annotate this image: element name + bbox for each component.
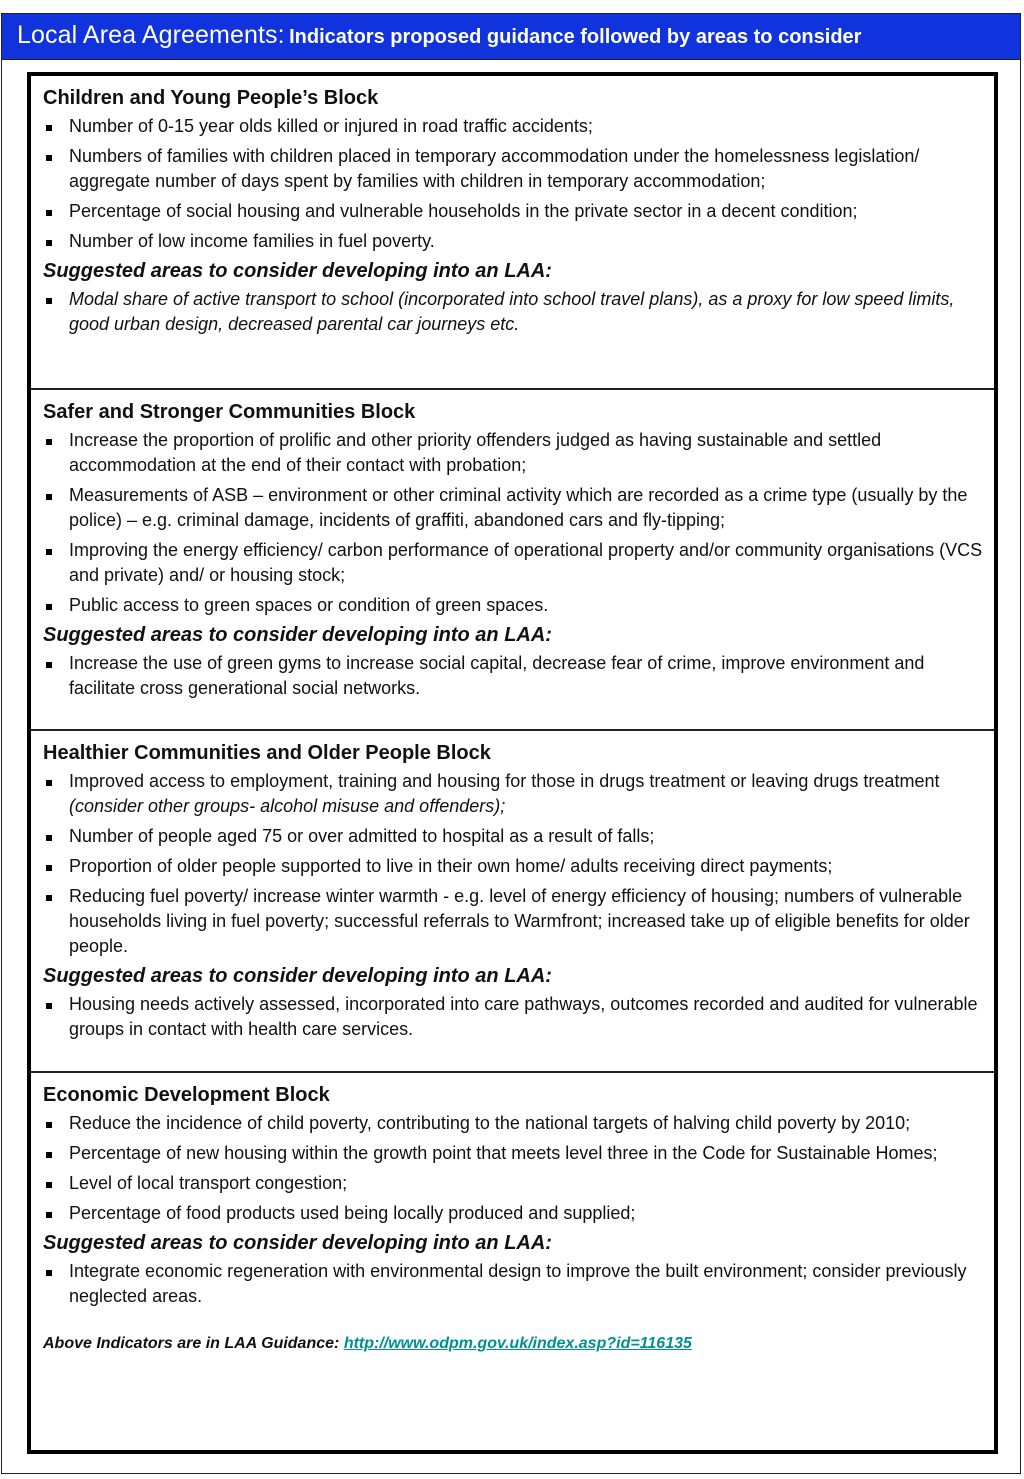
block-economic-development xyxy=(31,1073,994,1450)
block-healthier-communities xyxy=(31,731,994,1073)
bullet-icon xyxy=(46,662,52,668)
block-safer-stronger-communities xyxy=(31,390,994,731)
guidance-footer xyxy=(43,1335,984,1353)
suggested-heading: Suggested areas to consider developing into an LAA: xyxy=(43,965,552,987)
indicator-list xyxy=(43,428,984,618)
bullet-icon xyxy=(46,439,52,445)
bullet-icon xyxy=(46,865,52,871)
bullet-icon xyxy=(46,1270,52,1276)
bullet-icon xyxy=(46,604,52,610)
list-item: Modal share of active transport to school (incorporated into school travel plans), as a proxy for low speed limits, good urban design, decreased parental car journeys etc. xyxy=(43,287,984,337)
guidance-link[interactable]: http://www.odpm.gov.uk/index.asp?id=116135 xyxy=(343,1335,692,1352)
list-item: Integrate economic regeneration with environmental design to improve the built environment; consider previously neglected areas. xyxy=(43,1259,984,1309)
banner-subtitle: Indicators proposed guidance followed by areas to consider xyxy=(289,26,862,48)
block-title: Economic Development Block xyxy=(43,1084,330,1106)
bullet-icon xyxy=(46,895,52,901)
bullet-icon xyxy=(46,155,52,161)
bullet-icon xyxy=(46,240,52,246)
suggested-heading: Suggested areas to consider developing into an LAA: xyxy=(43,1232,552,1254)
bullet-icon xyxy=(46,210,52,216)
block-children-young-people xyxy=(31,76,994,390)
list-item: Increase the proportion of prolific and other priority offenders judged as having sustainable and settled accommodation at the end of their contact with probation; xyxy=(43,428,984,478)
list-item: Numbers of families with children placed in temporary accommodation under the homelessness legislation/ aggregate number of days spent by families with children in temporary accommodation; xyxy=(43,144,984,194)
list-item: Improved access to employment, training and housing for those in drugs treatment or leaving drugs treatment (consider other groups- alcohol misuse and offenders); xyxy=(43,769,984,819)
bullet-icon xyxy=(46,549,52,555)
suggested-list xyxy=(43,1259,984,1309)
list-item: Number of low income families in fuel poverty. xyxy=(43,229,984,254)
bullet-icon xyxy=(46,1212,52,1218)
list-item: Reduce the incidence of child poverty, contributing to the national targets of halving child poverty by 2010; xyxy=(43,1111,984,1136)
indicator-list xyxy=(43,114,984,254)
bullet-icon xyxy=(46,835,52,841)
suggested-heading: Suggested areas to consider developing into an LAA: xyxy=(43,624,552,646)
bullet-icon xyxy=(46,1122,52,1128)
indicator-list xyxy=(43,1111,984,1226)
list-item: Increase the use of green gyms to increase social capital, decrease fear of crime, improve environment and facilitate cross generational social networks. xyxy=(43,651,984,701)
list-item: Public access to green spaces or condition of green spaces. xyxy=(43,593,984,618)
list-item: Improving the energy efficiency/ carbon performance of operational property and/or community organisations (VCS and private) and/ or housing stock; xyxy=(43,538,984,588)
block-title: Children and Young People’s Block xyxy=(43,87,379,109)
list-item: Reducing fuel poverty/ increase winter warmth - e.g. level of energy efficiency of housing; numbers of vulnerable households living in fuel poverty; successful referrals to Warmfront; increased take up of eligible benefits for older people. xyxy=(43,884,984,959)
list-item: Level of local transport congestion; xyxy=(43,1171,984,1196)
banner-title: Local Area Agreements: xyxy=(17,21,285,49)
bullet-icon xyxy=(46,1182,52,1188)
bullet-icon xyxy=(46,780,52,786)
content-box xyxy=(27,72,998,1454)
list-item: Number of 0-15 year olds killed or injured in road traffic accidents; xyxy=(43,114,984,139)
suggested-list xyxy=(43,992,984,1042)
list-item: Percentage of new housing within the growth point that meets level three in the Code for Sustainable Homes; xyxy=(43,1141,984,1166)
bullet-icon xyxy=(46,1152,52,1158)
list-item: Housing needs actively assessed, incorporated into care pathways, outcomes recorded and audited for vulnerable groups in contact with health care services. xyxy=(43,992,984,1042)
list-item: Number of people aged 75 or over admitted to hospital as a result of falls; xyxy=(43,824,984,849)
bullet-icon xyxy=(46,298,52,304)
list-item: Percentage of food products used being locally produced and supplied; xyxy=(43,1201,984,1226)
suggested-heading: Suggested areas to consider developing into an LAA: xyxy=(43,260,552,282)
suggested-list xyxy=(43,651,984,701)
bullet-icon xyxy=(46,494,52,500)
bullet-icon xyxy=(46,1003,52,1009)
title-banner xyxy=(2,14,1020,60)
list-item: Measurements of ASB – environment or other criminal activity which are recorded as a crime type (usually by the police) – e.g. criminal damage, incidents of graffiti, abandoned cars and fly-tipping; xyxy=(43,483,984,533)
block-title: Healthier Communities and Older People Block xyxy=(43,742,491,764)
footer-label: Above Indicators are in LAA Guidance: xyxy=(43,1335,340,1352)
indicator-list xyxy=(43,769,984,959)
bullet-icon xyxy=(46,125,52,131)
list-item: Proportion of older people supported to live in their own home/ adults receiving direct payments; xyxy=(43,854,984,879)
block-title: Safer and Stronger Communities Block xyxy=(43,401,416,423)
list-item: Percentage of social housing and vulnerable households in the private sector in a decent condition; xyxy=(43,199,984,224)
suggested-list xyxy=(43,287,984,337)
